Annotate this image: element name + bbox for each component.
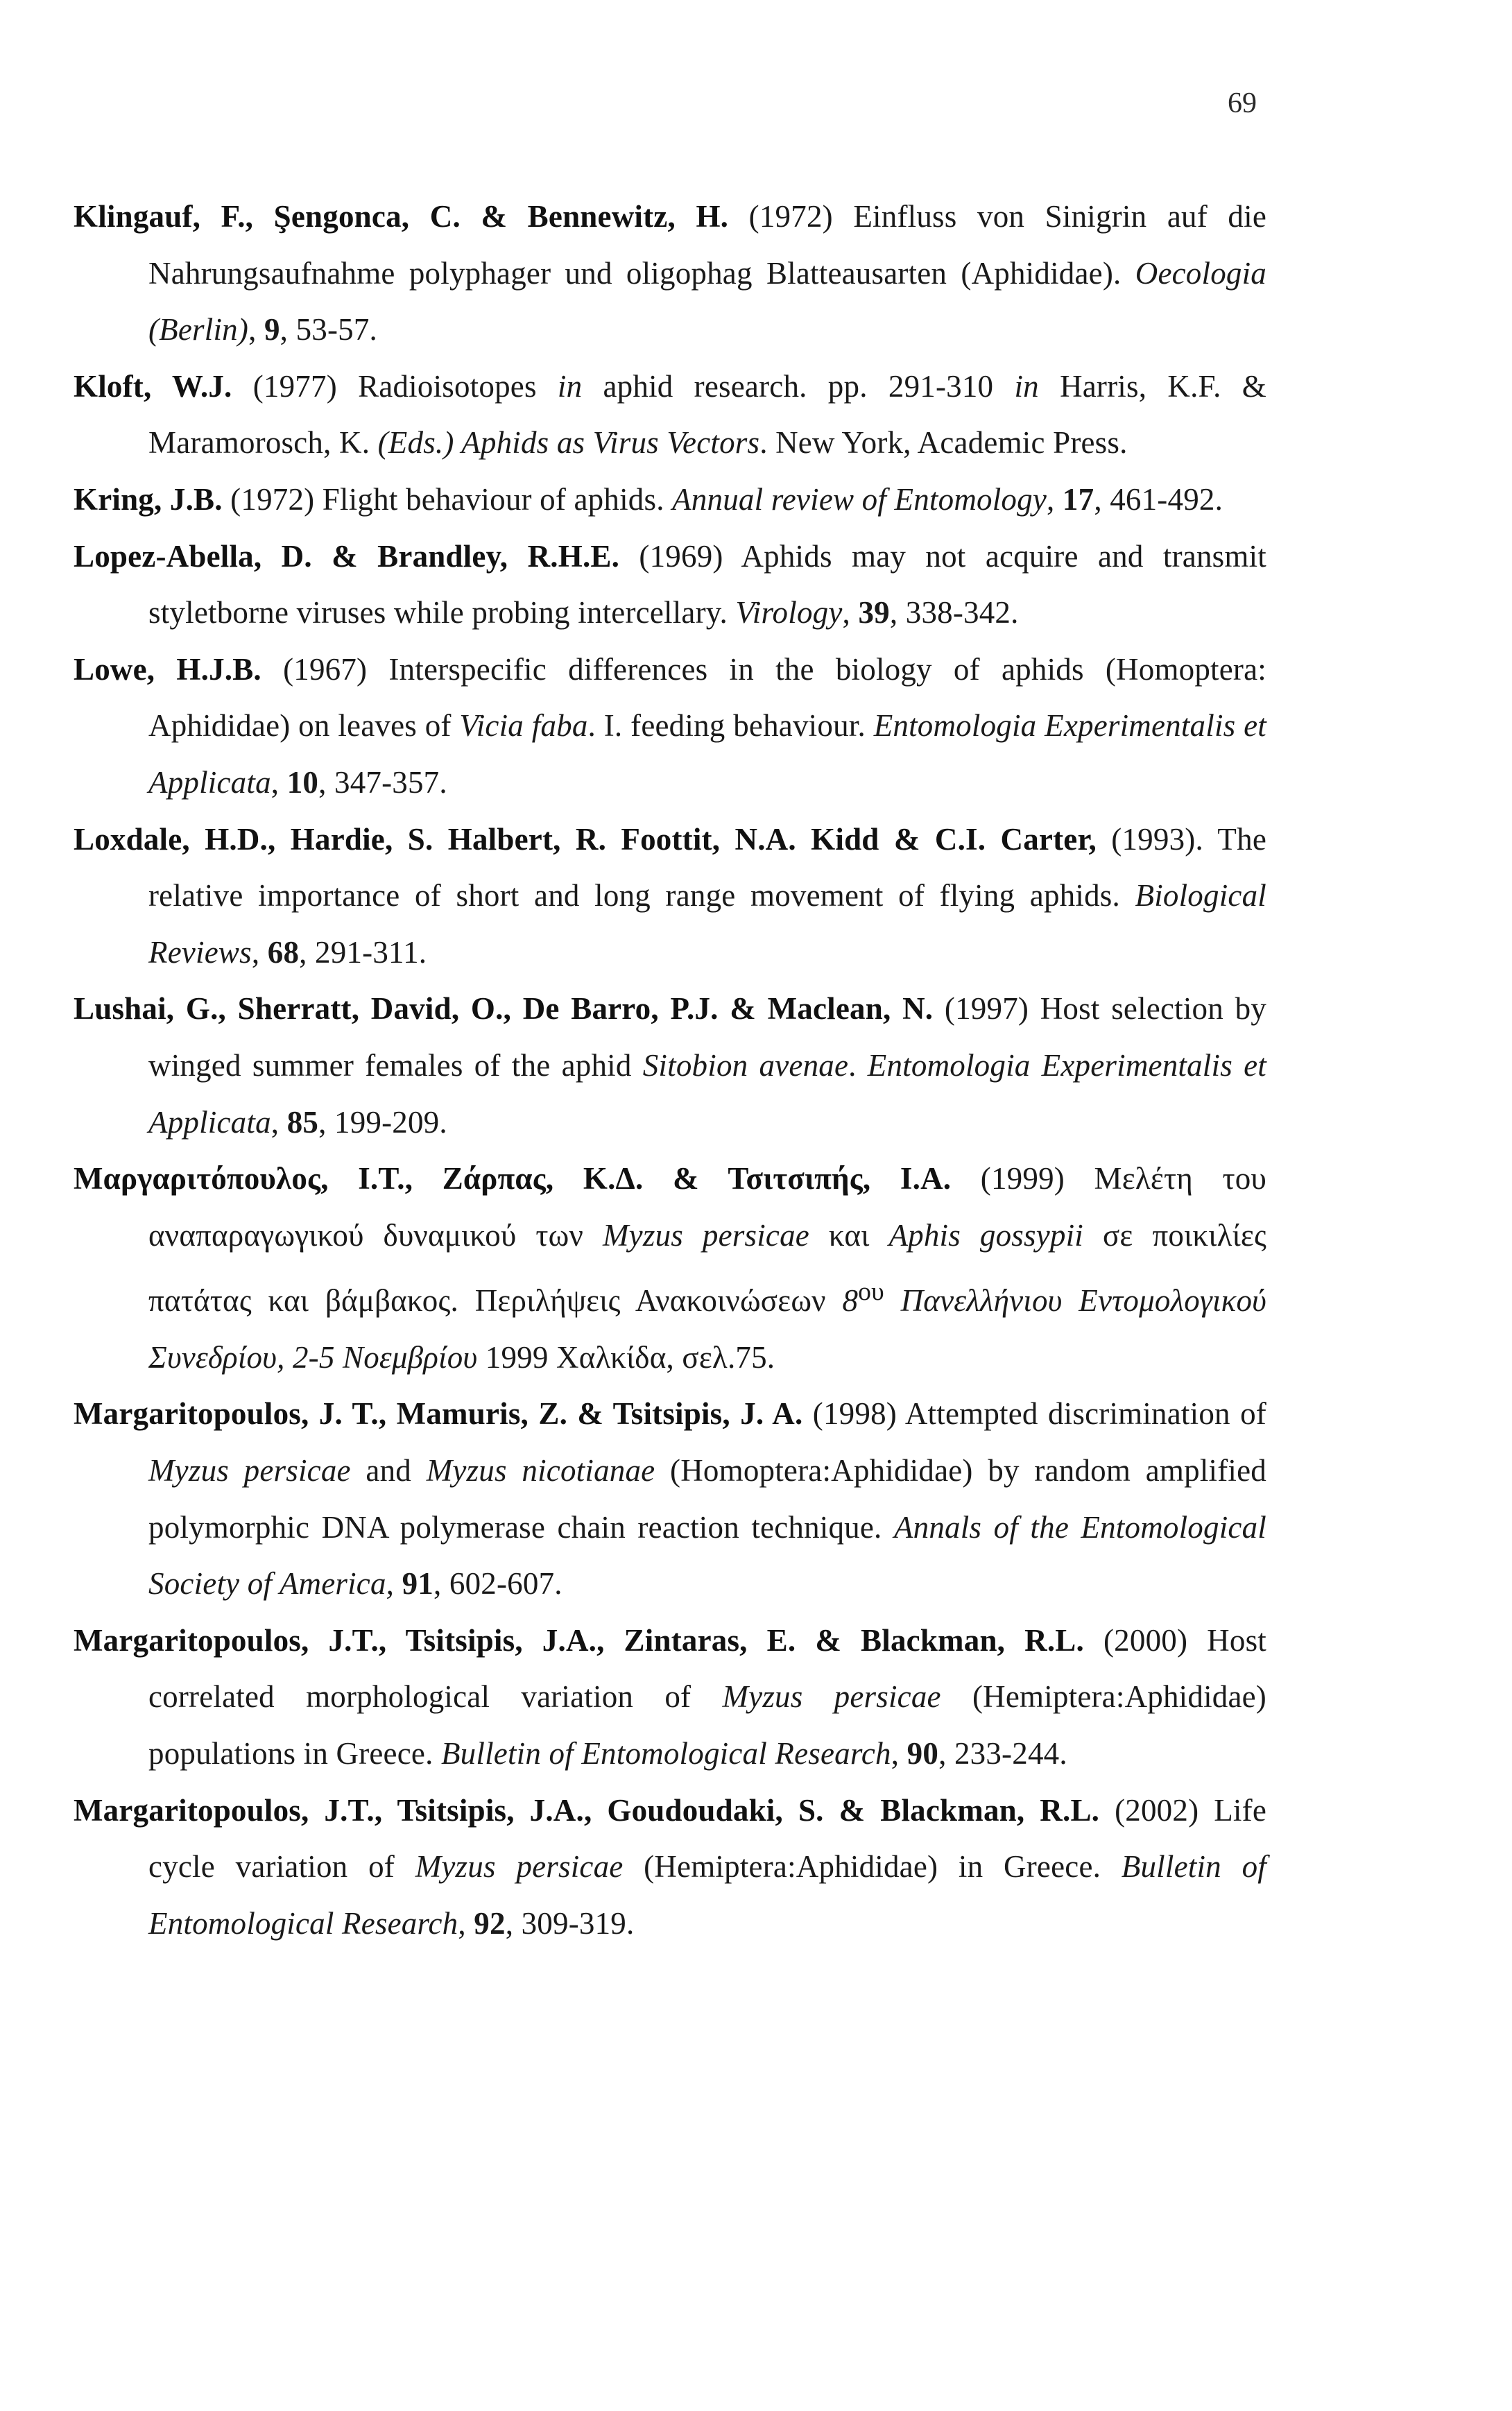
reference-volume: 92 — [474, 1905, 506, 1941]
reference-volume: 91 — [402, 1566, 433, 1602]
reference-volume: 90 — [907, 1736, 939, 1771]
reference-italic: Aphis gossypii — [888, 1217, 1084, 1253]
reference-text: (Homoptera:Aphididae) by random amplified polymorphic DNA polymerase chain reaction technique. — [148, 1453, 1266, 1545]
reference-pages: , 602-607. — [433, 1566, 562, 1602]
reference-text: (1969) Aphids may not acquire and transmit styletborne viruses while probing intercellary. — [148, 538, 1266, 630]
reference-volume: 9 — [264, 312, 280, 348]
reference-volume: 39 — [858, 595, 890, 630]
reference-separator: , — [248, 312, 264, 348]
reference-italic: Myzus persicae — [415, 1849, 624, 1885]
reference-separator: , — [891, 1736, 907, 1771]
reference-italic: Myzus persicae — [148, 1453, 351, 1488]
reference-text: (1972) Einfluss von Sinigrin auf die Nahrungsaufnahme polyphager und oligophag Blatteausarten (Aphididae). — [148, 199, 1266, 291]
reference-text: . I. feeding behaviour. — [587, 708, 874, 744]
reference-text: aphid research. pp. 291-310 — [582, 368, 1015, 404]
reference-authors: Kloft, W.J. — [74, 368, 232, 404]
reference-text: (2000) Host correlated morphological variation of — [148, 1622, 1266, 1715]
reference-entry — [74, 359, 1266, 472]
reference-journal: Entomologia Experimentalis et Applicata — [148, 708, 1266, 800]
reference-italic: in — [557, 368, 583, 404]
reference-separator: , — [1047, 481, 1063, 517]
reference-text: (Hemiptera:Aphididae) in Greece. — [623, 1849, 1122, 1885]
reference-pages: , 233-244. — [938, 1736, 1067, 1771]
reference-authors: Kring, J.B. — [74, 481, 223, 517]
page-number: 69 — [1228, 87, 1257, 119]
reference-italic: in — [1014, 368, 1039, 404]
reference-text: σε ποικιλίες πατάτας και βάμβακος. Περιλήψεις Ανακοινώσεων — [148, 1217, 1267, 1319]
reference-list — [74, 189, 1266, 1952]
reference-authors: Margaritopoulos, J.T., Tsitsipis, J.A., Goudoudaki, S. & Blackman, R.L. — [74, 1792, 1100, 1828]
reference-text: (1967) Interspecific differences in the biology of aphids (Homoptera: Aphididae) on leaves of — [148, 651, 1266, 744]
reference-pages: , 291-311. — [299, 934, 427, 970]
reference-superscript: ου — [858, 1278, 884, 1307]
reference-journal: Entomologia Experimentalis et Applicata — [148, 1047, 1266, 1140]
reference-authors: Margaritopoulos, J.T., Tsitsipis, J.A., Zintaras, E. & Blackman, R.L. — [74, 1622, 1084, 1658]
reference-pages: , 199-209. — [318, 1104, 447, 1140]
reference-text: (1977) Radioisotopes — [232, 368, 558, 404]
reference-authors: Μαργαριτόπουλος, Ι.Τ., Ζάρπας, Κ.Δ. & Τσιτσιπής, Ι.Α. — [74, 1161, 952, 1196]
reference-separator — [394, 1566, 402, 1601]
reference-text: . — [848, 1047, 868, 1083]
reference-entry — [74, 472, 1266, 529]
reference-separator: , — [458, 1905, 474, 1941]
reference-pages: , 309-319. — [505, 1905, 635, 1941]
reference-volume: 85 — [286, 1104, 319, 1140]
reference-pages: , 347-357. — [318, 764, 447, 800]
reference-conference: Πανελλήνιου Εντομολογικού Συνεδρίου, 2-5 Νοεμβρίου — [148, 1283, 1266, 1375]
reference-entry — [74, 1151, 1266, 1386]
reference-authors: Klingauf, F., Şengonca, C. & Bennewitz, H. — [74, 199, 729, 234]
reference-authors: Lopez-Abella, D. & Brandley, R.H.E. — [74, 538, 620, 574]
reference-volume: 68 — [267, 934, 300, 970]
reference-authors: Loxdale, H.D., Hardie, S. Halbert, R. Foottit, N.A. Kidd & C.I. Carter, — [74, 821, 1097, 857]
reference-entry — [74, 1783, 1266, 1953]
reference-journal: Bulletin of Entomological Research — [148, 1849, 1266, 1941]
reference-text: (1997) Host selection by winged summer females of the aphid — [148, 991, 1267, 1083]
reference-italic: Sitobion avenae — [642, 1047, 849, 1083]
reference-volume: 17 — [1062, 481, 1094, 517]
reference-italic: Myzus nicotianae — [426, 1453, 655, 1488]
reference-journal: Bulletin of Entomological Research — [440, 1736, 891, 1771]
reference-entry — [74, 1386, 1266, 1612]
reference-text: και — [809, 1217, 889, 1253]
reference-journal: Biological Reviews — [148, 878, 1266, 970]
reference-separator: , — [842, 595, 859, 630]
reference-authors: Lowe, H.J.B. — [74, 651, 261, 687]
reference-italic: Vicia faba — [459, 708, 588, 744]
reference-separator: , — [251, 934, 268, 970]
reference-entry — [74, 529, 1266, 642]
reference-text: and — [350, 1453, 427, 1488]
reference-journal: Annals of the Entomological Society of America, — [148, 1509, 1266, 1602]
reference-text: (2002) Life cycle variation of — [148, 1792, 1266, 1885]
reference-pages: , 338-342. — [889, 595, 1019, 630]
reference-entry — [74, 189, 1266, 359]
reference-journal: Virology — [735, 595, 843, 630]
reference-separator: , — [270, 764, 287, 800]
reference-entry — [74, 812, 1266, 981]
reference-journal: Annual review of Entomology — [672, 481, 1047, 517]
reference-italic: 8 — [842, 1283, 859, 1319]
reference-journal: Oecologia (Berlin) — [148, 255, 1266, 348]
reference-italic: Myzus persicae — [722, 1679, 941, 1715]
reference-text: (1999) Μελέτη του αναπαραγωγικού δυναμικού των — [148, 1161, 1266, 1253]
reference-authors: Margaritopoulos, J. T., Mamuris, Z. & Tsitsipis, J. A. — [74, 1396, 803, 1432]
reference-publisher: . New York, Academic Press. — [759, 425, 1128, 461]
reference-entry — [74, 1613, 1266, 1783]
reference-entry — [74, 981, 1266, 1151]
reference-separator: , — [270, 1104, 287, 1140]
reference-text: (1972) Flight behaviour of aphids. — [222, 481, 673, 517]
reference-entry — [74, 642, 1266, 812]
reference-book-title: (Eds.) Aphids as Virus Vectors — [377, 425, 760, 461]
reference-text: (1998) Attempted discrimination of — [802, 1396, 1266, 1432]
reference-pages: 1999 Χαλκίδα, σελ.75. — [477, 1339, 775, 1375]
reference-text: (Hemiptera:Aphididae) populations in Greece. — [148, 1679, 1266, 1771]
reference-italic: Myzus persicae — [603, 1217, 809, 1253]
reference-authors: Lushai, G., Sherratt, David, O., De Barro, P.J. & Maclean, N. — [74, 991, 934, 1027]
reference-pages: , 461-492. — [1094, 481, 1223, 517]
reference-pages: , 53-57. — [280, 312, 378, 348]
reference-text: Harris, K.F. & Maramorosch, K. — [148, 368, 1267, 461]
reference-volume: 10 — [286, 764, 319, 800]
reference-text: (1993). The relative importance of short and long range movement of flying aphids. — [148, 821, 1266, 913]
